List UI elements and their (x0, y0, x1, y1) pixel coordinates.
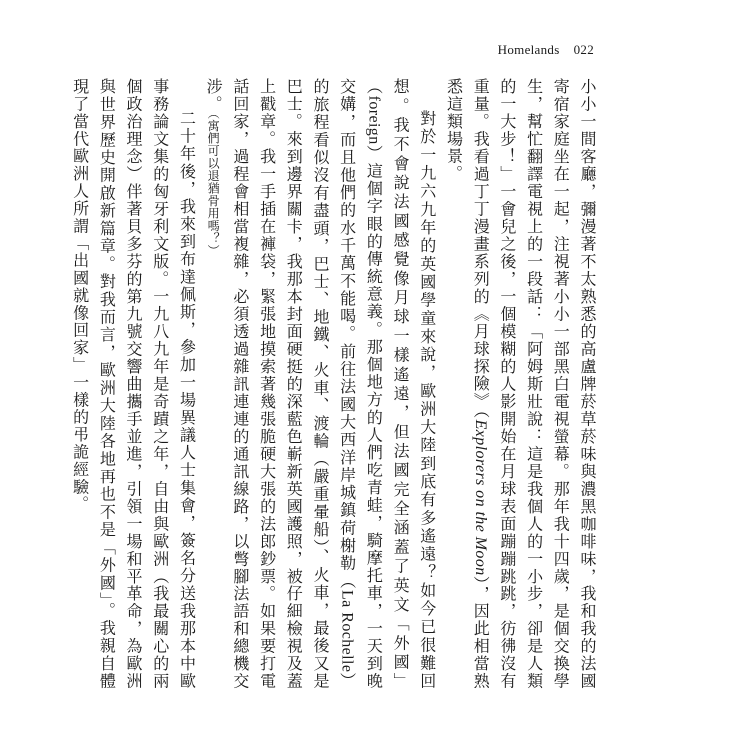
paragraph (440, 78, 600, 690)
paragraph (199, 78, 439, 690)
latin-term: La Rochelle (338, 589, 356, 673)
latin-title: Explorers on the Moon (472, 419, 490, 576)
text-run: 二十年後，我來到布達佩斯，參加一場異議人士集會，簽名分送我那本中歐事務論文集的匈牙利文版。一九八九年是奇蹟之年，自由與歐洲（我最關心的兩個政治理念）伴著貝多芬的第九號交響曲攜手並進，引領一場和平革命，為歐洲與世界歷史開啟新篇章。對我而言，歐洲大陸各地再也不是「外國」。我親自體現了當代歐洲人所謂「出國就像回家」一樣的弔詭經驗。 (70, 78, 197, 690)
page-number: 022 (573, 42, 594, 57)
text-run: ）的旅程看似沒有盡頭，巴士、地鐵、火車、渡輪（嚴重暈船）、火車，最後又是巴士。來到邊界關卡，我那本封面硬挺的深藍色嶄新英國護照，被仔細檢視及蓋上戳章。我一手插在褲袋，緊張地摸索著幾張脆硬大張的法郎鈔票。如果要打電話回家，過程會相當複雜，必須透過雜訊連連的通訊線路，以彆腳法語和總機交涉。 (204, 78, 357, 690)
aside-note: （寓們可以退猶骨用嗎？） (206, 112, 221, 257)
text-run: ）這個字眼的傳統意義。那個地方的人們吃青蛙，騎摩托車，一天到晚交媾，而且他們的水千萬不能喝。前往法國大西洋岸城鎮荷榭勒（ (337, 78, 384, 690)
running-header (498, 42, 594, 58)
book-title: Homelands (497, 42, 560, 57)
text-run: 小小一間客廳，彌漫著不太熟悉的高盧牌菸草菸味與濃黑咖啡味，我和我的法國寄宿家庭坐在一起，注視著小小一部黑白電視螢幕。那年我十四歲，是個交換學生，幫忙翻譯電視上的一段話：「阿姆斯壯說：這是我個人的一小步，卻是人類的一大步！」一會兒之後，一個模糊的人影開始在月球表面蹦蹦跳跳，彷彿沒有重量。我看過丁丁漫畫系列的《月球探險》（ (471, 78, 597, 690)
body-text (70, 78, 600, 690)
paragraph (66, 78, 200, 690)
text-run: ），因此相當熟悉這類場景。 (444, 78, 491, 690)
latin-term: foreign (365, 95, 383, 145)
text-run: 對於一九六九年的英國學童來說，歐洲大陸到底有多遙遠？如今已很難回想。我不會說法國感覺像月球一樣遙遠，但法國完全涵蓋了英文「外國」（ (364, 78, 437, 690)
